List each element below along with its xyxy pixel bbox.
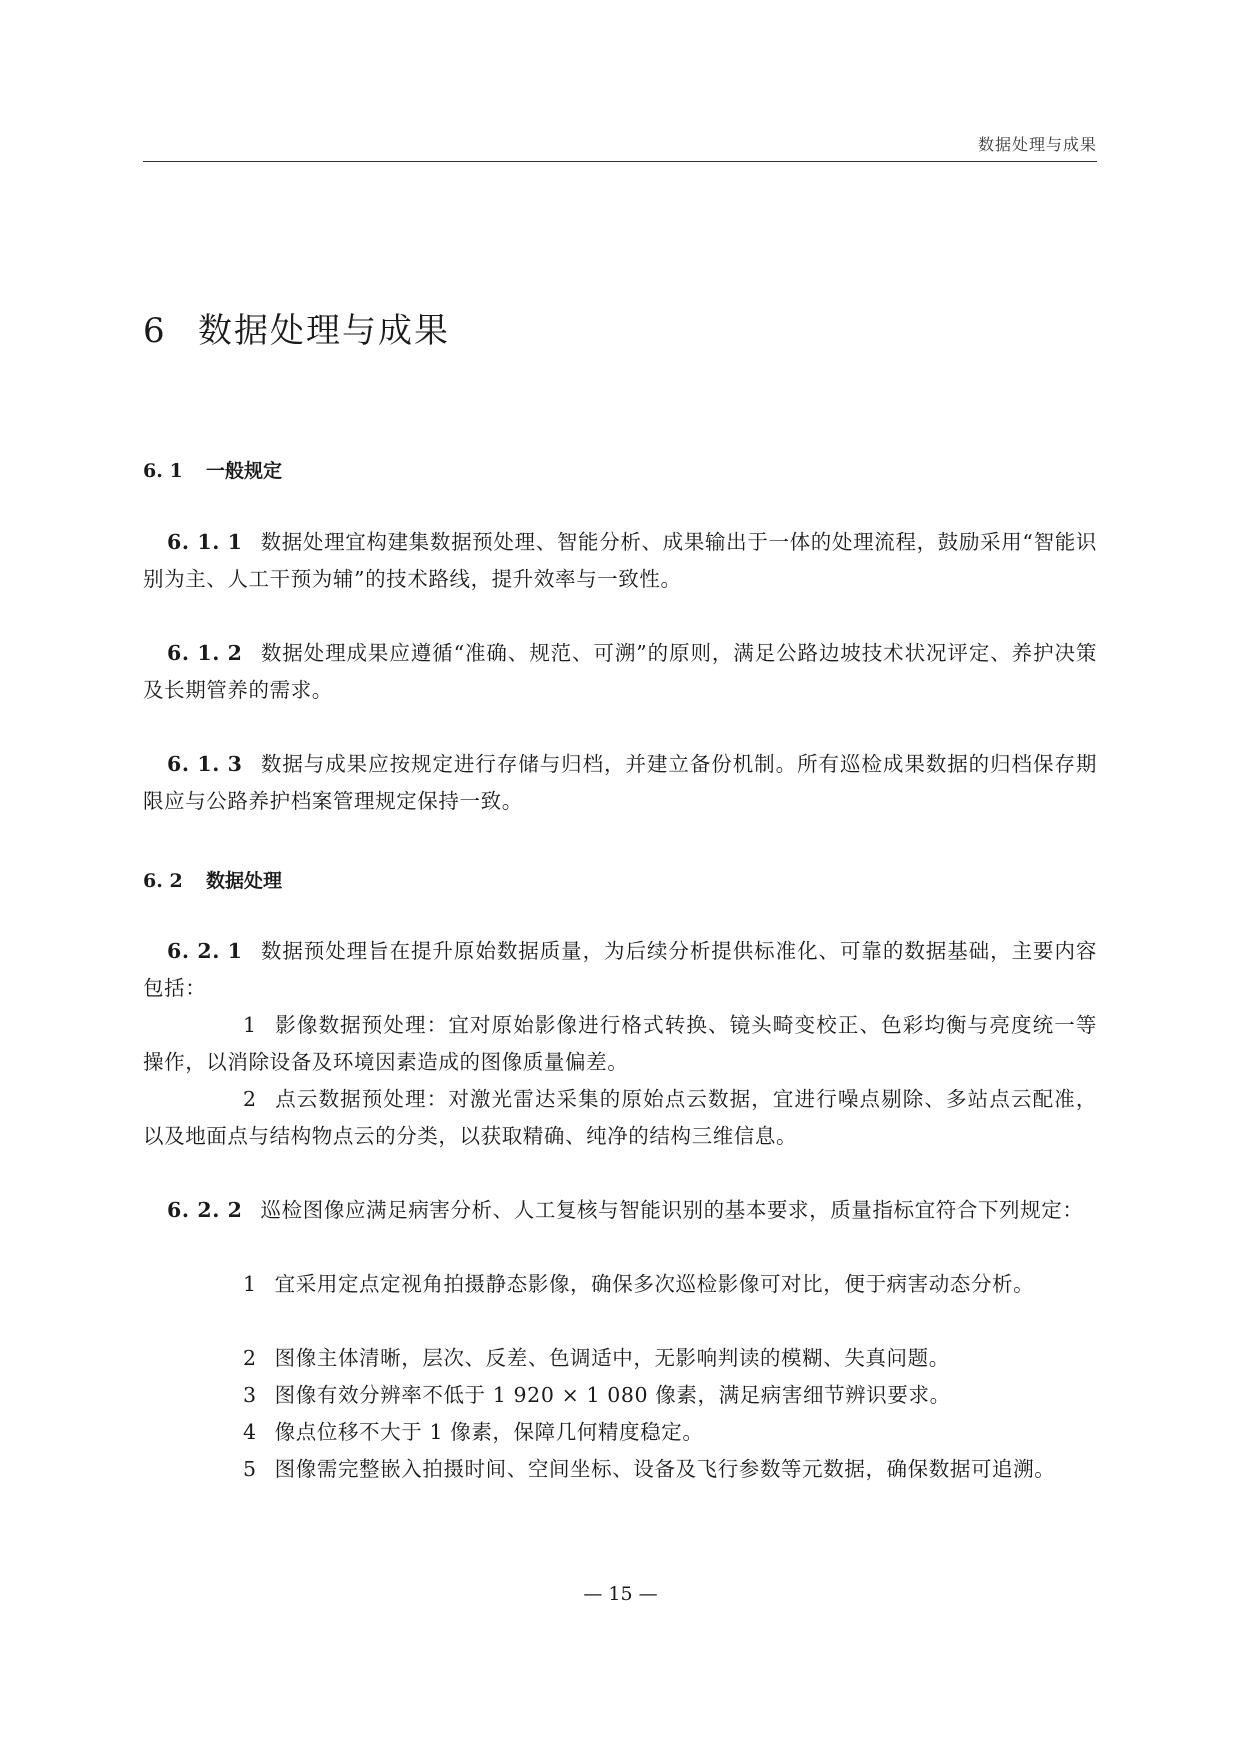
header-rule [143, 161, 1097, 162]
item-text: 图像主体清晰，层次、反差、色调适中，无影响判读的模糊、失真问题。 [274, 1346, 950, 1370]
page-number: — 15 — [583, 1583, 658, 1605]
item-text: 点云数据预处理：对激光雷达采集的原始点云数据，宜进行噪点剔除、多站点云配准，以及地面点与结构物点云的分类，以获取精确、纯净的结构三维信息。 [143, 1087, 1097, 1148]
clause-text: 数据处理成果应遵循“准确、规范、可溯”的原则，满足公路边坡技术状况评定、养护决策及长期管养的需求。 [143, 641, 1097, 702]
item-text: 像点位移不大于 1 像素，保障几何精度稳定。 [274, 1420, 704, 1444]
item-number: 3 [243, 1383, 257, 1407]
list-item [143, 1266, 1097, 1303]
clause-number: 6. 2. 1 [167, 939, 243, 963]
clause-number: 6. 2. 2 [167, 1198, 243, 1222]
item-number: 2 [243, 1087, 257, 1111]
chapter-number: 6 [143, 311, 167, 351]
list-item [143, 1414, 1097, 1451]
list-item [143, 1451, 1097, 1488]
item-text: 宜采用定点定视角拍摄静态影像，确保多次巡检影像可对比，便于病害动态分析。 [274, 1272, 1035, 1296]
running-header: 数据处理与成果 [977, 135, 1097, 154]
clause-number: 6. 1. 1 [167, 530, 243, 554]
clause-number: 6. 1. 2 [167, 641, 243, 665]
list-item [143, 1007, 1097, 1081]
section-heading-6-2 [143, 866, 282, 893]
clause-6-1-3 [143, 746, 1097, 820]
item-number: 4 [243, 1420, 257, 1444]
section-number: 6. 2 [143, 870, 183, 892]
clause-6-2-2 [143, 1192, 1097, 1229]
clause-text: 巡检图像应满足病害分析、人工复核与智能识别的基本要求，质量指标宜符合下列规定： [260, 1198, 1084, 1222]
clause-number: 6. 1. 3 [167, 752, 243, 776]
item-text: 图像需完整嵌入拍摄时间、空间坐标、设备及飞行参数等元数据，确保数据可追溯。 [274, 1457, 1056, 1481]
item-text: 影像数据预处理：宜对原始影像进行格式转换、镜头畸变校正、色彩均衡与亮度统一等操作，以消除设备及环境因素造成的图像质量偏差。 [143, 1013, 1097, 1074]
item-number: 1 [243, 1272, 257, 1296]
section-number: 6. 1 [143, 460, 183, 482]
chapter-title [143, 303, 450, 352]
clause-6-2-1 [143, 933, 1097, 1007]
list-item [143, 1340, 1097, 1377]
item-number: 2 [243, 1346, 257, 1370]
section-title: 数据处理 [206, 870, 283, 892]
list-item [143, 1081, 1097, 1155]
clause-6-1-1 [143, 524, 1097, 598]
clause-text: 数据处理宜构建集数据预处理、智能分析、成果输出于一体的处理流程，鼓励采用“智能识别为主、人工干预为辅”的技术路线，提升效率与一致性。 [143, 530, 1097, 591]
item-number: 5 [243, 1457, 257, 1481]
section-title: 一般规定 [206, 460, 283, 482]
chapter-title-text: 数据处理与成果 [198, 311, 450, 351]
clause-text: 数据与成果应按规定进行存储与归档，并建立备份机制。所有巡检成果数据的归档保存期限应与公路养护档案管理规定保持一致。 [143, 752, 1097, 813]
list-item [143, 1377, 1097, 1414]
clause-text: 数据预处理旨在提升原始数据质量，为后续分析提供标准化、可靠的数据基础，主要内容包括： [143, 939, 1097, 1000]
item-number: 1 [243, 1013, 257, 1037]
clause-6-1-2 [143, 635, 1097, 709]
item-text: 图像有效分辨率不低于 1 920 × 1 080 像素，满足病害细节辨识要求。 [274, 1383, 951, 1407]
section-heading-6-1 [143, 456, 282, 483]
